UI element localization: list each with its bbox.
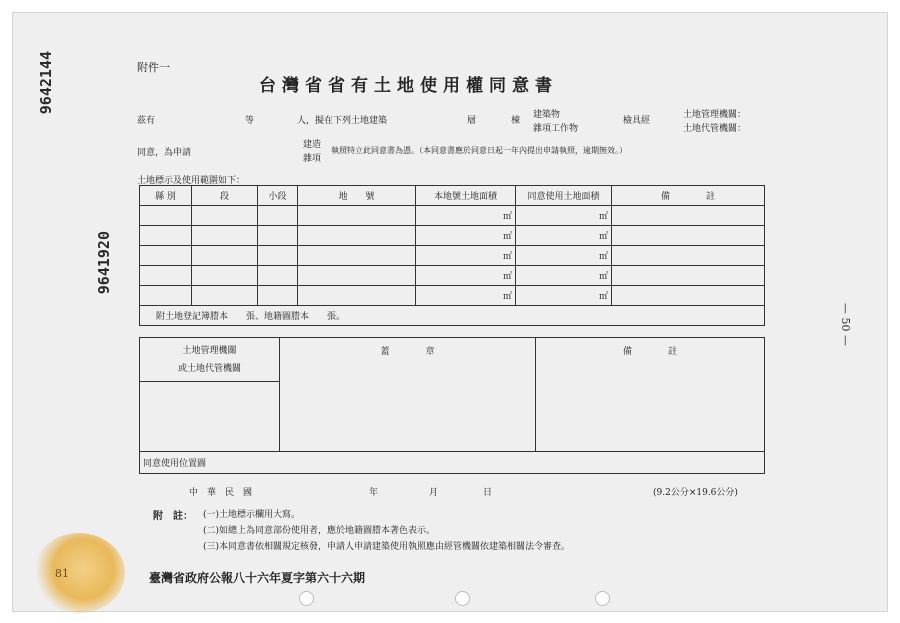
unit-cell: ㎡ [416, 246, 516, 266]
punch-hole [455, 591, 470, 606]
header-cell: 同意使用土地面積 [516, 186, 612, 206]
authority-row [140, 338, 765, 382]
notes-label: 附 註： [153, 511, 193, 522]
seal-cell: 蓋 章 [280, 338, 536, 452]
intro-text: 土地代管機關： [683, 124, 747, 134]
gazette-line: 臺灣省政府公報八十六年夏字第六十六期 [149, 571, 366, 585]
header-cell: 縣 別 [140, 186, 192, 206]
intro-text: 人，擬在下列土地建築 [297, 116, 388, 126]
header-cell: 本地號土地面積 [416, 186, 516, 206]
show-through-text [93, 131, 105, 148]
punch-hole [299, 591, 314, 606]
attachment-label: 附件一 [137, 61, 170, 74]
intro-text: 雜項 [303, 154, 322, 164]
page-number: — 50 — [839, 303, 852, 346]
unit-cell: ㎡ [516, 246, 612, 266]
margin-number-top: 9642144 [37, 51, 55, 115]
land-caption: 土地標示及使用範圍如下： [137, 176, 246, 186]
document-title: 台灣省省有土地使用權同意書 [259, 76, 558, 96]
intro-text: 等 [245, 116, 255, 126]
stamp-number: 81 [55, 567, 69, 580]
intro-text: 茲有 [137, 116, 156, 126]
note-item: (二)如總上為同意部份使用者，應於地籍圖謄本著色表示。 [203, 526, 436, 536]
remarks-cell: 備 註 [536, 338, 765, 452]
table-header-row [140, 186, 765, 206]
unit-cell: ㎡ [416, 266, 516, 286]
header-cell: 備 註 [612, 186, 765, 206]
punch-hole [595, 591, 610, 606]
unit-cell: ㎡ [416, 226, 516, 246]
intro-text: 棟 [511, 116, 521, 126]
map-stamp-icon [33, 533, 125, 613]
table-row [140, 286, 765, 306]
header-cell: 小段 [258, 186, 298, 206]
intro-text: 執照特立此同意書為憑。（本同意書應於同意日起一年內提出申請執照，逾期無效。） [331, 146, 627, 155]
intro-text: 建築物 [533, 110, 561, 120]
authority-table [139, 337, 765, 474]
date-day: 日 [483, 488, 493, 498]
note-item: (一)土地標示欄用大寫。 [203, 510, 301, 520]
location-row [140, 452, 765, 474]
land-table [139, 185, 765, 326]
date-era: 中 華 民 國 [189, 488, 253, 498]
header-cell: 地 號 [298, 186, 416, 206]
table-footnote: 附土地登記簿謄本 張、地籍圖謄本 張。 [140, 306, 765, 326]
intro-text: 檢具經 [623, 116, 651, 126]
intro-text: 層 [467, 116, 477, 126]
location-label: 同意使用位置圖 [140, 452, 765, 474]
table-row [140, 226, 765, 246]
unit-cell: ㎡ [516, 286, 612, 306]
unit-cell: ㎡ [416, 206, 516, 226]
table-row [140, 266, 765, 286]
table-footnote-row [140, 306, 765, 326]
unit-cell: ㎡ [516, 226, 612, 246]
intro-text: 建造 [303, 140, 322, 150]
header-cell: 段 [192, 186, 258, 206]
date-year: 年 [369, 488, 379, 498]
table-row [140, 206, 765, 226]
authority-label-line2: 或土地代管機關 [177, 363, 241, 374]
intro-text: 同意，為申請 [137, 148, 192, 158]
document-page [12, 12, 888, 612]
note-item: (三)本同意書依相關規定核發，申請人申請建築使用執照應由經管機關依建築相關法令審查。 [203, 542, 571, 552]
date-month: 月 [429, 488, 439, 498]
unit-cell: ㎡ [516, 266, 612, 286]
margin-number-bottom: 9641920 [95, 231, 113, 295]
intro-text: 土地管理機關： [683, 110, 747, 120]
authority-label-line1: 土地管理機關 [182, 345, 237, 356]
unit-cell: ㎡ [416, 286, 516, 306]
table-row [140, 246, 765, 266]
form-size: (9.2公分×19.6公分) [653, 488, 738, 498]
intro-text: 雜項工作物 [533, 124, 579, 134]
unit-cell: ㎡ [516, 206, 612, 226]
authority-label [140, 338, 280, 382]
